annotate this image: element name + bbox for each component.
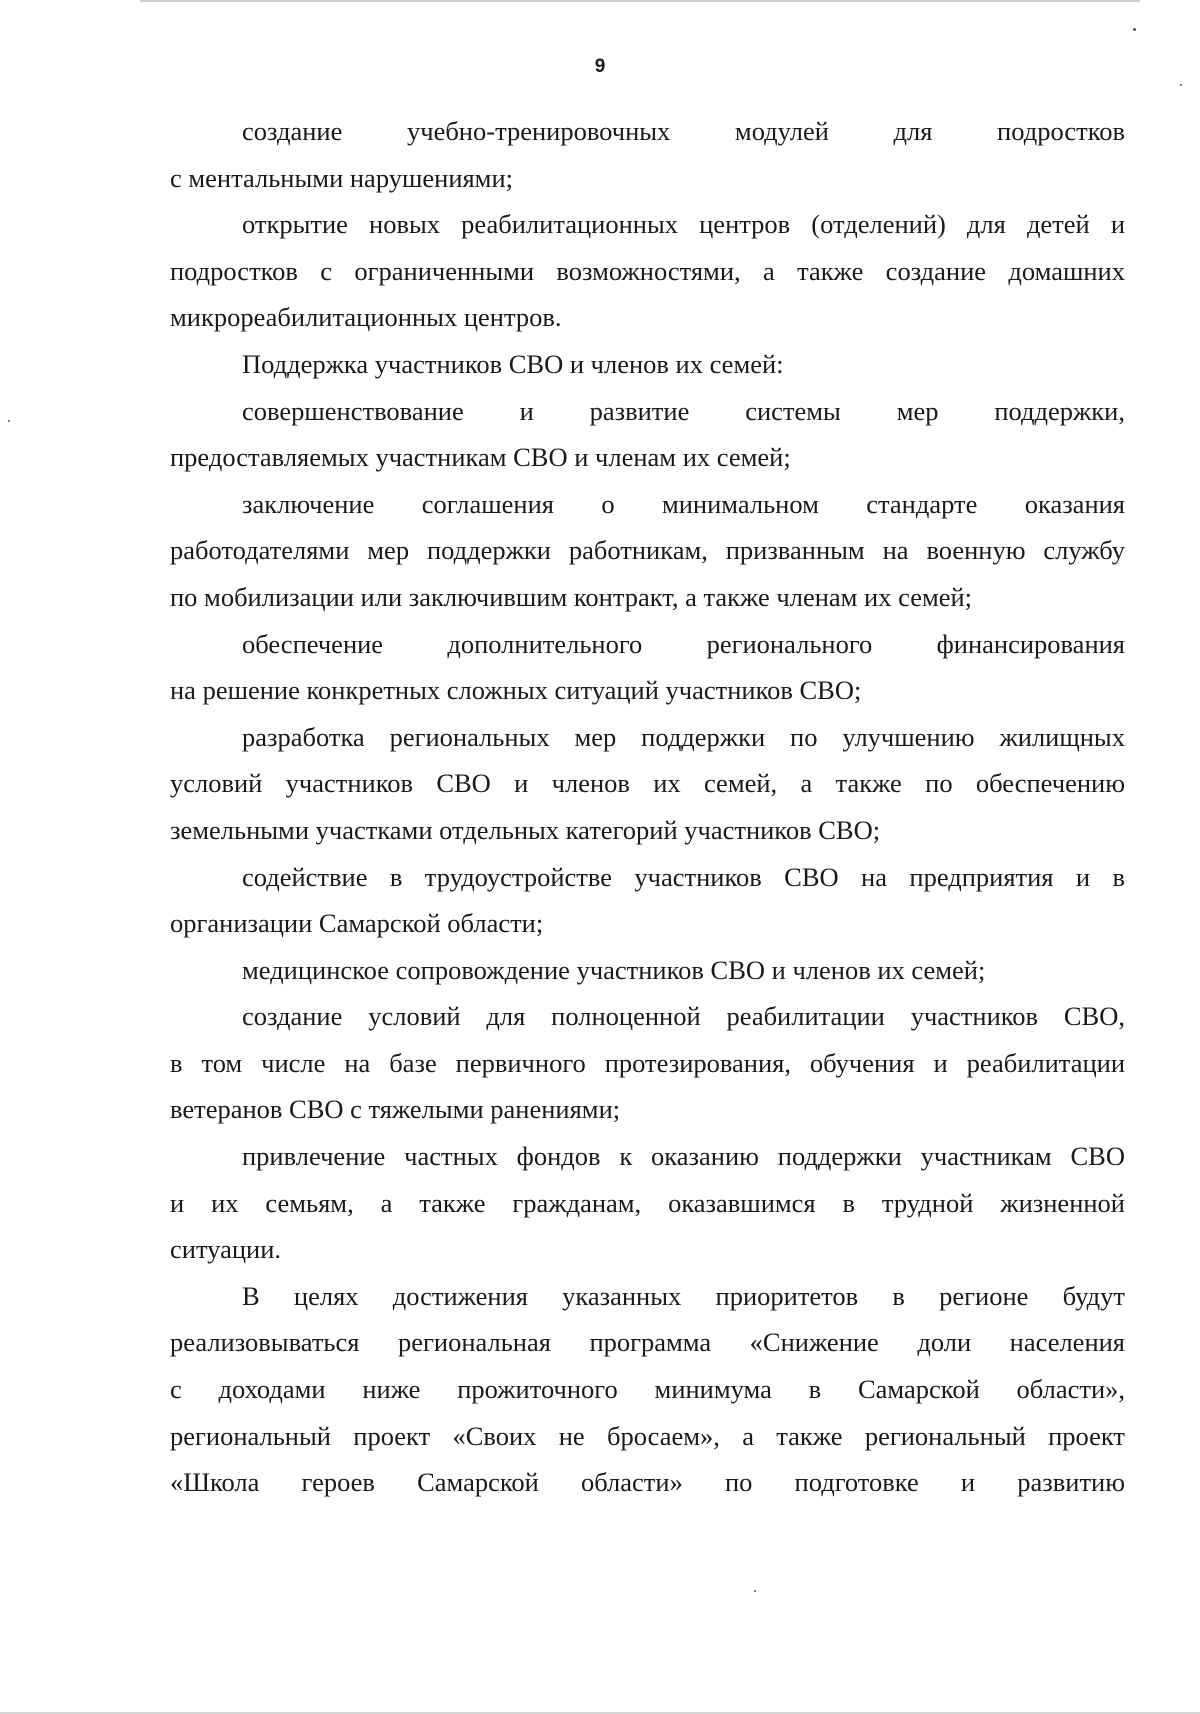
text-line: земельными участками отдельных категорий участников СВО; <box>170 814 881 845</box>
text-line: привлечение частных фондов к оказанию поддержки участникам СВО <box>242 1141 1125 1172</box>
page-number: 9 <box>594 56 606 77</box>
text-line: с доходами ниже прожиточного минимума в Самарской области», <box>170 1374 1125 1405</box>
text-line: предоставляемых участникам СВО и членам их семей; <box>170 442 791 473</box>
text-line: с ментальными нарушениями; <box>170 162 513 193</box>
text-line: открытие новых реабилитационных центров (отделений) для детей и <box>242 209 1125 240</box>
text-line: Поддержка участников СВО и членов их семей: <box>242 348 784 379</box>
text-line: микрореабилитационных центров. <box>170 302 562 333</box>
text-line: условий участников СВО и членов их семей, а также по обеспечению <box>170 768 1125 799</box>
scan-speck <box>1133 28 1136 31</box>
text-line: по мобилизации или заключившим контракт, а также членам их семей; <box>170 581 973 612</box>
text-line: на решение конкретных сложных ситуаций участников СВО; <box>170 675 862 706</box>
text-line: региональный проект «Своих не бросаем», а также региональный проект <box>170 1420 1125 1451</box>
text-line: ситуации. <box>170 1234 282 1265</box>
scan-speck <box>1180 84 1182 86</box>
text-line: содействие в трудоустройстве участников СВО на предприятия и в <box>242 861 1125 892</box>
text-line: создание учебно-тренировочных модулей для подростков <box>242 116 1125 146</box>
text-line: разработка региональных мер поддержки по улучшению жилищных <box>242 721 1125 752</box>
text-line: подростков с ограниченными возможностями, а также создание домашних <box>170 255 1125 286</box>
text-line: медицинское сопровождение участников СВО и членов их семей; <box>242 954 986 985</box>
text-line: совершенствование и развитие системы мер поддержки, <box>242 395 1125 426</box>
text-line: и их семьям, а также гражданам, оказавшимся в трудной жизненной <box>170 1187 1125 1218</box>
document-body <box>170 108 1125 1506</box>
text-line: заключение соглашения о минимальном стандарте оказания <box>242 488 1125 519</box>
text-line: создание условий для полноценной реабилитации участников СВО, <box>242 1001 1125 1032</box>
text-line: обеспечение дополнительного регионального финансирования <box>242 628 1125 659</box>
scan-top-edge <box>140 0 1140 2</box>
text-line: работодателями мер поддержки работникам, призванным на военную службу <box>170 535 1125 566</box>
text-line: ветеранов СВО с тяжелыми ранениями; <box>170 1094 621 1125</box>
text-line: В целях достижения указанных приоритетов в регионе будут <box>242 1280 1125 1311</box>
text-line: реализовываться региональная программа «Снижение доли населения <box>170 1327 1125 1358</box>
text-line: в том числе на базе первичного протезирования, обучения и реабилитации <box>170 1047 1125 1078</box>
text-line: организации Самарской области; <box>170 908 544 939</box>
scan-speck <box>8 420 10 422</box>
scan-speck <box>754 1590 756 1592</box>
text-line: «Школа героев Самарской области» по подготовке и развитию <box>170 1467 1125 1498</box>
